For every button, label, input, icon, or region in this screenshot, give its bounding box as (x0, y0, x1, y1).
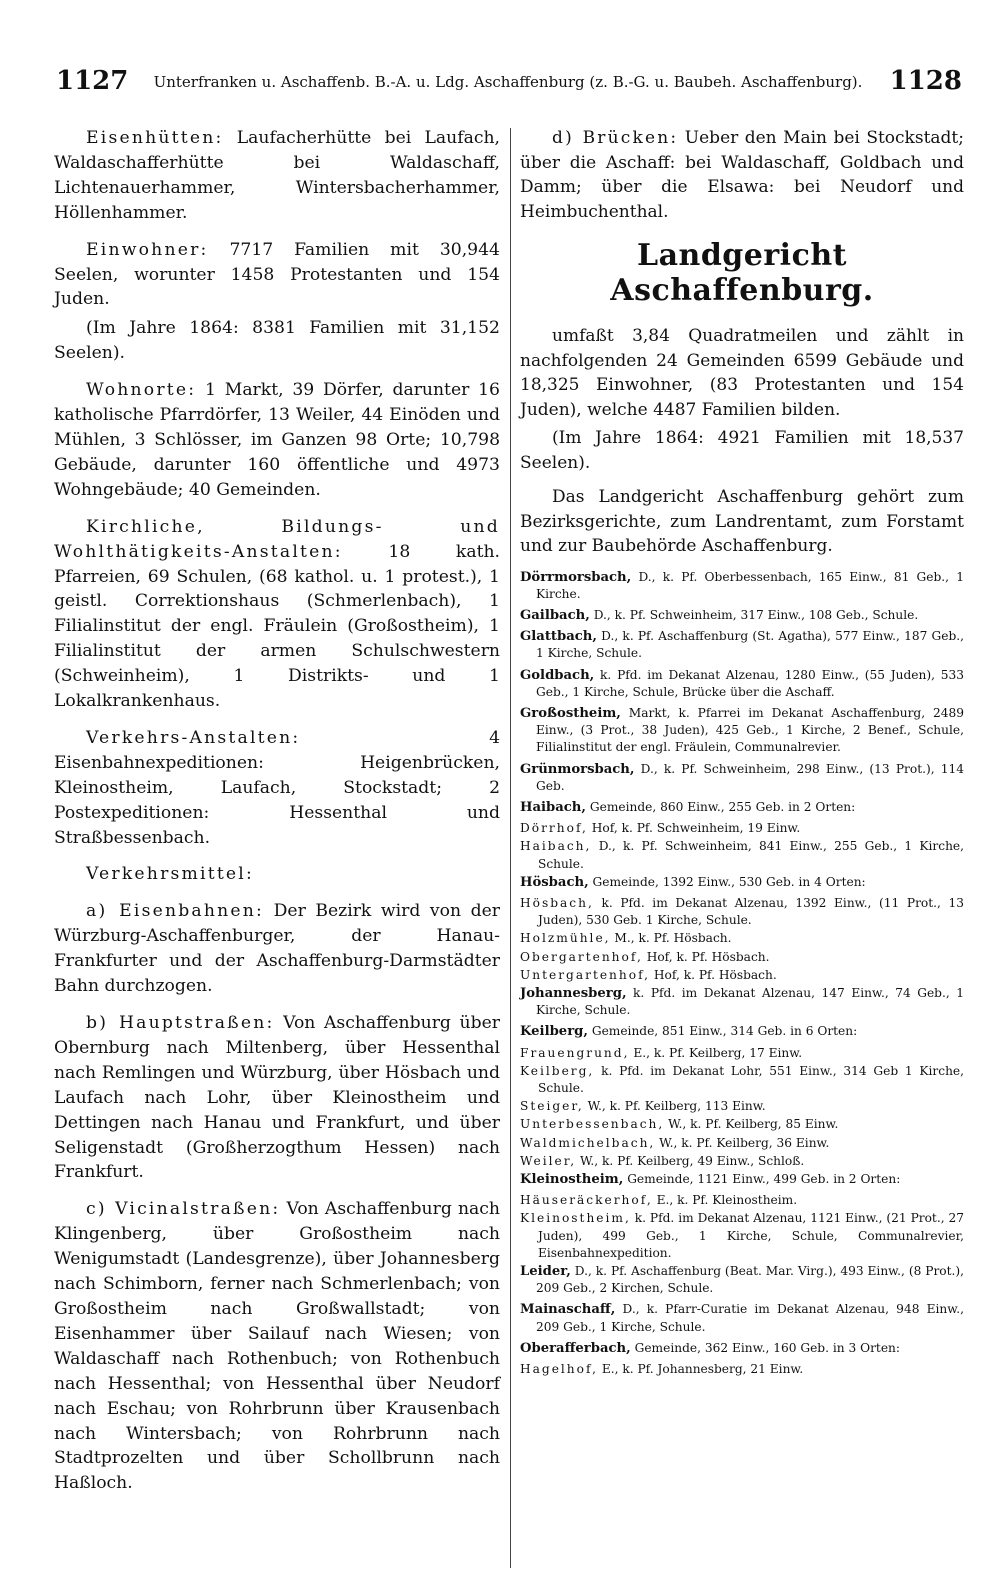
paragraph-belongs: Das Landgericht Aschaffenburg gehört zum Bezirksgerichte, zum Landrentamt, zum Forstamt und zur Baubehörde Aschaffenburg. (520, 487, 964, 556)
place-details: Gemeinde, 362 Einw., 160 Geb. in 3 Orten: (634, 1340, 900, 1355)
place-entry (520, 628, 964, 662)
sub-entry (520, 1210, 964, 1262)
place-name: Unterbessenbach, (520, 1117, 665, 1132)
place-name: Waldmichelbach, (520, 1135, 656, 1150)
place-name: Steiger, (520, 1099, 584, 1114)
paragraph-intro-1864: (Im Jahre 1864: 4921 Familien mit 18,537 Seelen). (520, 428, 964, 473)
right-column (520, 126, 964, 1379)
sub-entry (520, 930, 964, 947)
label-vicinalstrassen: c) Vicinalstraßen: (86, 1199, 281, 1220)
place-entry (520, 569, 964, 603)
place-details: D., k. Pf. Schweinheim, 317 Einw., 108 Geb., Schule. (593, 607, 919, 622)
place-entry (520, 874, 964, 891)
place-name: Untergartenhof, (520, 967, 651, 982)
court-title: Landgericht Aschaffenburg. (610, 238, 874, 308)
label-wohnorte: Wohnorte: (86, 380, 197, 401)
sub-entry (520, 895, 964, 929)
paragraph-vicinalstrassen: c) Vicinalstraßen: Von Aschaffenburg nach Klingenberg, über Großostheim nach Wenigumstadt (Landesgrenze), über Johannesberg nach Schimborn, ferner nach Schmerlenbach; von Großostheim nach Großwallstadt; von Eisenhammer über Sailauf nach Wiesen; von Waldaschaff nach Rothenbuch; von Rothenbuch nach Hessenthal; von Hessenthal über Neudorf nach Eschau; von Rohrbrunn über Krausenbach nach Wintersbach; von Rohrbrunn nach Stadtprozelten und über Schollbrunn nach Haßloch. (54, 1199, 500, 1494)
place-details: E., k. Pf. Kleinostheim. (656, 1193, 798, 1208)
place-details: D., k. Pf. Schweinheim, 841 Einw., 255 Geb., 1 Kirche, Schule. (538, 839, 965, 871)
label-bruecken: d) Brücken: (552, 128, 679, 148)
page-number-left: 1127 (56, 66, 129, 96)
place-entry (520, 1340, 964, 1357)
place-entry (520, 667, 964, 701)
sub-entry (520, 1192, 964, 1209)
place-details: E., k. Pf. Johannesberg, 21 Einw. (601, 1362, 804, 1377)
place-details: D., k. Pf. Oberbessenbach, 165 Einw., 81 Geb., 1 Kirche. (536, 569, 965, 601)
sub-entry (520, 838, 964, 872)
place-details: Gemeinde, 1121 Einw., 499 Geb. in 2 Orten: (627, 1172, 901, 1186)
paragraph-einwohner: Einwohner: 7717 Familien mit 30,944 Seelen, worunter 1458 Protestanten und 154 Juden. (54, 239, 500, 310)
place-name: Haibach, (520, 799, 586, 815)
place-name: Frauengrund, (520, 1045, 630, 1060)
place-details: k. Pfd. im Dekanat Alzenau, 1392 Einw., (11 Prot., 13 Juden), 530 Geb. 1 Kirche, Schule. (538, 895, 964, 928)
place-name: Keilberg, (520, 1024, 588, 1040)
place-details: k. Pfd. im Dekanat Alzenau, 1280 Einw., (55 Juden), 533 Geb., 1 Kirche, Schule, Brücke über die Aschaff. (536, 667, 965, 699)
place-name: Kleinostheim, (520, 1211, 631, 1226)
place-name: Johannesberg, (520, 985, 627, 1001)
place-entry (520, 1301, 964, 1335)
place-details: W., k. Pf. Keilberg, 113 Einw. (587, 1099, 766, 1114)
sub-entry (520, 1098, 964, 1115)
place-name: Hösbach, (520, 895, 594, 910)
place-entry (520, 1171, 964, 1188)
place-details: k. Pfd. im Dekanat Alzenau, 1121 Einw., (21 Prot., 27 Juden), 499 Geb., 1 Kirche, Schule, Communalrevier, Eisenbahnexpedition. (538, 1211, 964, 1260)
paragraph-hauptstrassen: b) Hauptstraßen: Von Aschaffenburg über Obernburg nach Miltenberg, über Hessenthal nach Remlingen und Würzburg, über Hösbach und Laufach nach Lohr, über Kleinostheim und Dettingen nach Hanau und Frankfurt, und über Seligenstadt (Großherzogthum Hessen) nach Frankfurt. (54, 1013, 500, 1183)
place-name: Haibach, (520, 839, 592, 854)
place-details: E., k. Pf. Keilberg, 17 Einw. (633, 1045, 803, 1060)
gazetteer-list (520, 569, 964, 1379)
sub-entry (520, 1045, 964, 1062)
place-name: Hagelhof, (520, 1362, 598, 1377)
place-entry (520, 1263, 964, 1297)
place-name: Glattbach, (520, 629, 597, 645)
sub-entry (520, 1116, 964, 1133)
sub-entry (520, 1063, 964, 1097)
sub-entry (520, 1153, 964, 1170)
place-name: Holzmühle, (520, 931, 611, 946)
place-name: Dörrmorsbach, (520, 569, 632, 585)
place-name: Leider, (520, 1264, 571, 1280)
page-header (56, 66, 962, 106)
paragraph-verkehrs-anstalten: Verkehrs-Anstalten: 4 Eisenbahnexpeditionen: Heigenbrücken, Kleinostheim, Laufach, Stockstadt; 2 Postexpeditionen: Hessenthal und Straßbessenbach. (54, 727, 500, 848)
paragraph-kirchliche: Kirchliche, Bildungs- und Wohlthätigkeits-Anstalten: 18 kath. Pfarreien, 69 Schulen, (68 kathol. u. 1 protest.), 1 geistl. Correktionshaus (Schmerlenbach), 1 Filialinstitut der engl. Fräulein (Großostheim), 1 Filialinstitut der armen Schulschwestern (Schweinheim), 1 Distrikts- und 1 Lokalkrankenhaus. (54, 516, 501, 712)
place-name: Hösbach, (520, 874, 589, 890)
label-kirchliche: Kirchliche, Bildungs- und Wohlthätigkeits-Anstalten: (54, 516, 500, 562)
place-details: Markt, k. Pfarrei im Dekanat Aschaffenburg, 2489 Einw., (3 Prot., 38 Juden), 425 Geb., 1 Kirche, 2 Benef., Schule, Filialinstitut der engl. Fräulein, Communalrevier. (536, 705, 964, 755)
place-entry (520, 985, 964, 1019)
label-eisenbahnen: a) Eisenbahnen: (86, 901, 265, 922)
place-details: D., k. Pfarr-Curatie im Dekanat Alzenau, 948 Einw., 209 Geb., 1 Kirche, Schule. (536, 1302, 965, 1334)
label-verkehrs-anstalten: Verkehrs-Anstalten: (86, 727, 301, 748)
place-name: Grünmorsbach, (520, 761, 635, 777)
place-details: D., k. Pf. Aschaffenburg (St. Agatha), 577 Einw., 187 Geb., 1 Kirche, Schule. (536, 629, 964, 661)
place-entry (520, 705, 964, 757)
paragraph-verkehrsmittel (54, 862, 500, 887)
sub-entry (520, 820, 964, 837)
place-details: k. Pfd. im Dekanat Alzenau, 147 Einw., 74 Geb., 1 Kirche, Schule. (536, 985, 964, 1018)
place-name: Häuseräckerhof, (520, 1193, 653, 1208)
place-entry (520, 607, 964, 624)
place-details: Gemeinde, 860 Einw., 255 Geb. in 2 Orten: (589, 799, 856, 814)
place-name: Oberafferbach, (520, 1340, 631, 1356)
place-details: Gemeinde, 1392 Einw., 530 Geb. in 4 Orten: (592, 874, 866, 889)
paragraph-eisenhuetten: Eisenhütten: Laufacherhütte bei Laufach, Waldaschafferhütte bei Waldaschaff, Lichtenauerhammer, Wintersbacherhammer, Höllenhammer. (54, 128, 500, 223)
column-divider (510, 128, 511, 1568)
place-name: Großostheim, (520, 705, 621, 721)
place-details: Hof, k. Pf. Hösbach. (653, 967, 777, 982)
place-details: Hof, k. Pf. Hösbach. (646, 949, 770, 964)
place-entry (520, 761, 964, 795)
label-einwohner: Einwohner: (86, 239, 209, 260)
place-entry (520, 799, 964, 816)
sub-entry (520, 1135, 964, 1152)
sub-entry (520, 1361, 964, 1378)
place-details: Hof, k. Pf. Schweinheim, 19 Einw. (591, 821, 801, 836)
paragraph-einwohner-1864: (Im Jahre 1864: 8381 Familien mit 31,152 Seelen). (54, 318, 500, 364)
paragraph-wohnorte: Wohnorte: 1 Markt, 39 Dörfer, darunter 16 katholische Pfarrdörfer, 13 Weiler, 44 Einöden und Mühlen, 3 Schlösser, im Ganzen 98 Orte; 10,798 Gebäude, darunter 160 öffentliche und 4973 Wohngebäude; 40 Gemeinden. (54, 380, 500, 500)
place-details: Gemeinde, 851 Einw., 314 Geb. in 6 Orten: (591, 1024, 858, 1039)
sub-entry (520, 967, 964, 984)
place-details: M., k. Pf. Hösbach. (614, 931, 732, 946)
place-name: Mainaschaff, (520, 1302, 616, 1318)
place-details: W., k. Pf. Keilberg, 49 Einw., Schloß. (580, 1153, 805, 1168)
place-name: Goldbach, (520, 667, 595, 683)
page-number-right: 1128 (889, 66, 962, 96)
place-name: Kleinostheim, (520, 1172, 624, 1187)
paragraph-intro: umfaßt 3,84 Quadratmeilen und zählt in nachfolgenden 24 Gemeinden 6599 Gebäude und 18,325 Einwohner, (83 Protestanten und 154 Juden), welche 4487 Familien bilden. (520, 326, 964, 420)
place-name: Obergartenhof, (520, 949, 643, 964)
label-verkehrsmittel: Verkehrsmittel: (86, 864, 254, 885)
place-details: D., k. Pf. Aschaffenburg (Beat. Mar. Virg.), 493 Einw., (8 Prot.), 209 Geb., 2 Kirchen, Schule. (536, 1264, 965, 1296)
paragraph-bruecken: d) Brücken: Ueber den Main bei Stockstadt; über die Aschaff: bei Waldaschaff, Goldbach und Damm; über die Elsawa: bei Neudorf und Heimbuchenthal. (520, 128, 964, 222)
place-details: D., k. Pf. Schweinheim, 298 Einw., (13 Prot.), 114 Geb. (536, 761, 965, 793)
label-hauptstrassen: b) Hauptstraßen: (86, 1013, 275, 1033)
place-entry (520, 1023, 964, 1040)
place-name: Weiler, (520, 1153, 577, 1168)
running-title: Unterfranken u. Aschaffenb. B.-A. u. Ldg. Aschaffenburg (z. B.-G. u. Baubeh. Aschaffenburg). (153, 73, 863, 91)
left-column (54, 126, 500, 1508)
place-name: Gailbach, (520, 607, 590, 623)
place-details: W., k. Pf. Keilberg, 36 Einw. (659, 1135, 830, 1150)
place-name: Dörrhof, (520, 821, 588, 836)
place-name: Keilberg, (520, 1063, 595, 1078)
label-eisenhuetten: Eisenhütten: (86, 128, 224, 148)
place-details: W., k. Pf. Keilberg, 85 Einw. (668, 1117, 839, 1132)
place-details: k. Pfd. im Dekanat Lohr, 551 Einw., 314 Geb 1 Kirche, Schule. (538, 1063, 965, 1095)
sub-entry (520, 949, 964, 966)
paragraph-eisenbahnen: a) Eisenbahnen: Der Bezirk wird von der Würzburg-Aschaffenburger, der Hanau-Frankfurter und der Aschaffenburg-Darmstädter Bahn durchzogen. (54, 901, 500, 997)
